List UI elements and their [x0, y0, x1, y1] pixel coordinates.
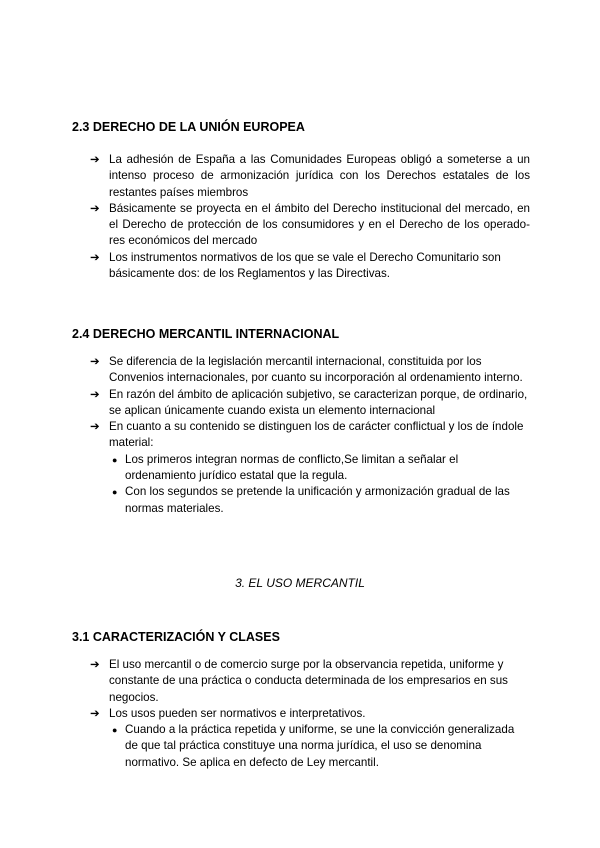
section-heading-2-3: 2.3 DERECHO DE LA UNIÓN EUROPEA [72, 120, 305, 134]
list-item: ➔ En cuanto a su contenido se distinguen los de carácter conflictual y los de índole material: ● Los primeros integran normas de conflicto,Se limitan a señalar el ordenamiento jurídico estatal que la regula. ● Con los segundos se pretende la unificación y armonización gradual de las normas materiales. [90, 419, 530, 517]
dot-bullet-icon: ● [112, 454, 118, 465]
arrow-bullet-icon: ➔ [90, 355, 100, 368]
list-item: ➔ Los usos pueden ser normativos e interpretativos. ● Cuando a la práctica repetida y uniforme, se une la convicción generalizada de que tal práctica constituye una norma jurídica, el uso se denomina normativo. Se aplica en defecto de Ley mercantil. [90, 706, 530, 771]
section-2-3-list [90, 152, 530, 282]
section-3-1-list [90, 657, 530, 771]
arrow-bullet-icon: ➔ [90, 420, 100, 434]
arrow-bullet-icon: ➔ [90, 706, 100, 720]
sub-list-item: ● Los primeros integran normas de conflicto,Se limitan a señalar el ordenamiento jurídico estatal que la regula. [112, 452, 459, 483]
list-item: ➔ El uso mercantil o de comercio surge por la observancia repetida, uniforme y constante de una práctica o conducta determinada de los empresarios en sus negocios. [90, 658, 508, 704]
arrow-bullet-icon: ➔ [90, 387, 100, 401]
list-item: ➔ Los instrumentos normativos de los que se vale el Derecho Comunitario son básicamente dos: de los Reglamentos y las Directivas. [90, 250, 501, 281]
sub-list [90, 452, 530, 517]
list-item: ➔ Se diferencia de la legislación mercantil internacional, constituida por los Convenios internacionales, por cuanto su incorporación al ordenamiento interno. [90, 355, 523, 385]
arrow-bullet-icon: ➔ [90, 153, 100, 166]
sub-list-item: ● Cuando a la práctica repetida y uniforme, se une la convicción generalizada de que tal práctica constituye una norma jurídica, el uso se denomina normativo. Se aplica en defecto de Ley mercantil. [112, 723, 515, 769]
section-2-4-list [90, 354, 530, 517]
section-heading-3-1: 3.1 CARACTERIZACIÓN Y CLASES [72, 630, 280, 644]
arrow-bullet-icon: ➔ [90, 201, 100, 215]
list-item: ➔ En razón del ámbito de aplicación subjetivo, se caracterizan porque, de ordinario, se aplican únicamente cuando exista un elemento internacional [90, 387, 528, 417]
dot-bullet-icon: ● [112, 725, 118, 736]
arrow-bullet-icon: ➔ [90, 250, 100, 264]
section-heading-2-4: 2.4 DERECHO MERCANTIL INTERNACIONAL [72, 327, 340, 341]
list-item: ➔ Básicamente se proyecta en el ámbito del Derecho institucional del mercado, en el Derecho de protección de los consumidores y en el Derecho de los operado- res económicos del mercado [90, 201, 530, 248]
chapter-title: 3. EL USO MERCANTIL [235, 576, 365, 590]
arrow-bullet-icon: ➔ [90, 658, 100, 671]
list-item: ➔ La adhesión de España a las Comunidades Europeas obligó a someterse a un intenso proceso de armonización jurídica con los Derechos estatales de los restantes países miembros [90, 153, 530, 199]
dot-bullet-icon: ● [112, 487, 118, 498]
sub-list [90, 722, 530, 771]
sub-list-item: ● Con los segundos se pretende la unificación y armonización gradual de las normas materiales. [112, 485, 510, 515]
